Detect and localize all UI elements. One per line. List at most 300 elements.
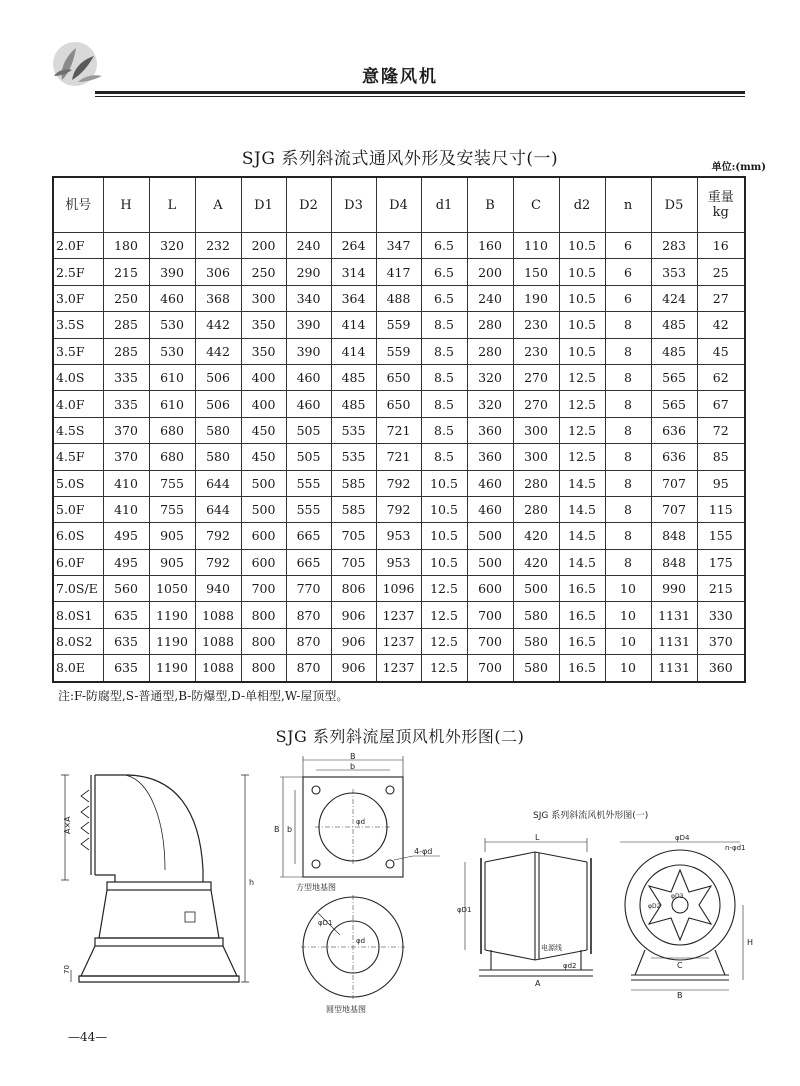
table-cell: 870 bbox=[286, 655, 331, 682]
table-cell: 360 bbox=[697, 655, 745, 682]
model-cell: 4.0S bbox=[53, 364, 103, 390]
table-cell: 1131 bbox=[651, 602, 697, 628]
table-cell: 67 bbox=[697, 391, 745, 417]
table-cell: 650 bbox=[376, 364, 421, 390]
table-cell: 110 bbox=[513, 233, 559, 259]
table-cell: 215 bbox=[103, 259, 149, 285]
table-cell: 320 bbox=[467, 391, 513, 417]
table-cell: 700 bbox=[467, 602, 513, 628]
table-cell: 16.5 bbox=[559, 602, 605, 628]
table-cell: 370 bbox=[697, 628, 745, 654]
table-cell: 580 bbox=[195, 444, 241, 470]
table-row bbox=[53, 391, 745, 417]
table-cell: 410 bbox=[103, 470, 149, 496]
model-cell: 8.0S1 bbox=[53, 602, 103, 628]
table-cell: 500 bbox=[513, 576, 559, 602]
table-cell: 485 bbox=[331, 391, 376, 417]
table-row bbox=[53, 576, 745, 602]
table-cell: 390 bbox=[286, 312, 331, 338]
table-cell: 460 bbox=[286, 364, 331, 390]
column-header: D1 bbox=[241, 177, 286, 233]
table-cell: 1050 bbox=[149, 576, 195, 602]
table-cell: 792 bbox=[195, 523, 241, 549]
table-cell: 12.5 bbox=[421, 655, 467, 682]
table-cell: 264 bbox=[331, 233, 376, 259]
table-row bbox=[53, 338, 745, 364]
table-cell: 320 bbox=[149, 233, 195, 259]
table-cell: 280 bbox=[513, 470, 559, 496]
dim-C-label: C bbox=[677, 961, 683, 970]
table-row bbox=[53, 417, 745, 443]
table-cell: 707 bbox=[651, 496, 697, 522]
table-cell: 8 bbox=[605, 364, 651, 390]
table-cell: 306 bbox=[195, 259, 241, 285]
table-cell: 500 bbox=[467, 549, 513, 575]
table-cell: 700 bbox=[241, 576, 286, 602]
table-cell: 8 bbox=[605, 338, 651, 364]
table-cell: 705 bbox=[331, 523, 376, 549]
table-cell: 160 bbox=[467, 233, 513, 259]
round-base-caption: 圆型地基图 bbox=[326, 1005, 366, 1014]
table-row bbox=[53, 655, 745, 682]
table-cell: 12.5 bbox=[421, 576, 467, 602]
table-cell: 848 bbox=[651, 549, 697, 575]
table-cell: 424 bbox=[651, 285, 697, 311]
table-cell: 353 bbox=[651, 259, 697, 285]
dim-d2-label: φd2 bbox=[563, 962, 577, 970]
table-cell: 420 bbox=[513, 523, 559, 549]
column-header: D4 bbox=[376, 177, 421, 233]
dim-B-vertical-label: B bbox=[274, 825, 280, 834]
column-header: H bbox=[103, 177, 149, 233]
table-row bbox=[53, 285, 745, 311]
model-cell: 3.5S bbox=[53, 312, 103, 338]
table-cell: 755 bbox=[149, 496, 195, 522]
table-cell: 8 bbox=[605, 496, 651, 522]
table-cell: 12.5 bbox=[421, 602, 467, 628]
table-cell: 300 bbox=[513, 417, 559, 443]
table-cell: 1237 bbox=[376, 655, 421, 682]
dim-b-vertical-label: b bbox=[287, 825, 293, 834]
header-title: 意隆风机 bbox=[362, 67, 438, 87]
table-cell: 8 bbox=[605, 523, 651, 549]
table-cell: 1088 bbox=[195, 655, 241, 682]
table-cell: 95 bbox=[697, 470, 745, 496]
table-cell: 8 bbox=[605, 549, 651, 575]
table-cell: 232 bbox=[195, 233, 241, 259]
table-cell: 644 bbox=[195, 496, 241, 522]
table-cell: 314 bbox=[331, 259, 376, 285]
table-cell: 559 bbox=[376, 312, 421, 338]
inline-fan-title: SJG 系列斜流风机外形图(一) bbox=[533, 811, 649, 821]
table-cell: 906 bbox=[331, 628, 376, 654]
table-cell: 707 bbox=[651, 470, 697, 496]
table-cell: 8 bbox=[605, 470, 651, 496]
table-cell: 500 bbox=[241, 496, 286, 522]
table-cell: 368 bbox=[195, 285, 241, 311]
table-cell: 10.5 bbox=[559, 312, 605, 338]
column-header: L bbox=[149, 177, 195, 233]
table-cell: 488 bbox=[376, 285, 421, 311]
table-cell: 27 bbox=[697, 285, 745, 311]
model-cell: 3.5F bbox=[53, 338, 103, 364]
table-cell: 450 bbox=[241, 444, 286, 470]
lotus-leaf-logo bbox=[48, 40, 106, 88]
table-cell: 700 bbox=[467, 628, 513, 654]
table-cell: 1190 bbox=[149, 655, 195, 682]
table-cell: 8 bbox=[605, 444, 651, 470]
table-cell: 665 bbox=[286, 523, 331, 549]
table-cell: 364 bbox=[331, 285, 376, 311]
table-cell: 12.5 bbox=[559, 417, 605, 443]
table-cell: 280 bbox=[467, 338, 513, 364]
table-cell: 10 bbox=[605, 628, 651, 654]
table-cell: 485 bbox=[331, 364, 376, 390]
table-cell: 400 bbox=[241, 391, 286, 417]
column-header: D5 bbox=[651, 177, 697, 233]
table-cell: 10.5 bbox=[421, 496, 467, 522]
table-cell: 442 bbox=[195, 338, 241, 364]
table-cell: 535 bbox=[331, 417, 376, 443]
table-cell: 6.5 bbox=[421, 259, 467, 285]
model-cell: 8.0S2 bbox=[53, 628, 103, 654]
table-row bbox=[53, 233, 745, 259]
table-cell: 42 bbox=[697, 312, 745, 338]
model-cell: 4.5S bbox=[53, 417, 103, 443]
table-row bbox=[53, 496, 745, 522]
table-cell: 16.5 bbox=[559, 576, 605, 602]
table-footnote: 注:F-防腐型,S-普通型,B-防爆型,D-单相型,W-屋顶型。 bbox=[58, 689, 349, 703]
table-cell: 370 bbox=[103, 417, 149, 443]
table-cell: 460 bbox=[467, 470, 513, 496]
dim-b-label: b bbox=[350, 762, 356, 771]
table-cell: 636 bbox=[651, 417, 697, 443]
table-cell: 990 bbox=[651, 576, 697, 602]
junction-box-label: 电源线 bbox=[541, 944, 562, 952]
table-cell: 410 bbox=[103, 496, 149, 522]
center-hole-label: φd bbox=[356, 818, 366, 826]
dim-D4-label: φD4 bbox=[675, 834, 690, 842]
table-cell: 370 bbox=[103, 444, 149, 470]
dim-D2-label: φD2 bbox=[648, 903, 661, 910]
table-cell: 705 bbox=[331, 549, 376, 575]
table-cell: 610 bbox=[149, 391, 195, 417]
table-cell: 10.5 bbox=[559, 285, 605, 311]
model-cell: 5.0S bbox=[53, 470, 103, 496]
table-cell: 1088 bbox=[195, 602, 241, 628]
table-cell: 85 bbox=[697, 444, 745, 470]
table-row bbox=[53, 444, 745, 470]
dim-axa-label: A×A bbox=[63, 816, 72, 834]
table-cell: 16.5 bbox=[559, 655, 605, 682]
table-cell: 335 bbox=[103, 364, 149, 390]
table-cell: 644 bbox=[195, 470, 241, 496]
table-cell: 721 bbox=[376, 444, 421, 470]
table-cell: 347 bbox=[376, 233, 421, 259]
table-cell: 12.5 bbox=[559, 364, 605, 390]
table-cell: 848 bbox=[651, 523, 697, 549]
table-cell: 530 bbox=[149, 338, 195, 364]
square-base-caption: 方型地基图 bbox=[296, 883, 336, 892]
table-cell: 1131 bbox=[651, 628, 697, 654]
table-row bbox=[53, 259, 745, 285]
column-header: 重量 kg bbox=[697, 177, 745, 233]
table-cell: 414 bbox=[331, 312, 376, 338]
table-cell: 442 bbox=[195, 312, 241, 338]
table-cell: 1131 bbox=[651, 655, 697, 682]
table-cell: 953 bbox=[376, 523, 421, 549]
figure-title: SJG 系列斜流屋顶风机外形图(二) bbox=[275, 727, 525, 746]
table-cell: 10 bbox=[605, 576, 651, 602]
table-cell: 1190 bbox=[149, 602, 195, 628]
table-cell: 792 bbox=[376, 496, 421, 522]
table-cell: 285 bbox=[103, 338, 149, 364]
table-cell: 12.5 bbox=[559, 444, 605, 470]
model-cell: 4.5F bbox=[53, 444, 103, 470]
table-cell: 10.5 bbox=[421, 470, 467, 496]
table-cell: 635 bbox=[103, 628, 149, 654]
table-cell: 906 bbox=[331, 655, 376, 682]
model-cell: 2.0F bbox=[53, 233, 103, 259]
square-base-drawing bbox=[268, 752, 448, 894]
spec-table bbox=[52, 176, 746, 683]
column-header: C bbox=[513, 177, 559, 233]
table-cell: 560 bbox=[103, 576, 149, 602]
table-cell: 14.5 bbox=[559, 470, 605, 496]
table-cell: 1237 bbox=[376, 628, 421, 654]
model-cell: 2.5F bbox=[53, 259, 103, 285]
table-cell: 770 bbox=[286, 576, 331, 602]
table-cell: 580 bbox=[195, 417, 241, 443]
table-cell: 800 bbox=[241, 628, 286, 654]
table-cell: 62 bbox=[697, 364, 745, 390]
model-cell: 7.0S/E bbox=[53, 576, 103, 602]
table-cell: 10.5 bbox=[421, 549, 467, 575]
table-cell: 10 bbox=[605, 602, 651, 628]
table-cell: 6.5 bbox=[421, 233, 467, 259]
table-cell: 215 bbox=[697, 576, 745, 602]
table-cell: 8.5 bbox=[421, 391, 467, 417]
table-cell: 8.5 bbox=[421, 312, 467, 338]
hole-spec-label: 4-φd bbox=[414, 847, 433, 856]
table-row bbox=[53, 549, 745, 575]
table-cell: 190 bbox=[513, 285, 559, 311]
table-cell: 320 bbox=[467, 364, 513, 390]
table-cell: 721 bbox=[376, 417, 421, 443]
dim-D1-label: φD1 bbox=[457, 906, 472, 914]
table-cell: 870 bbox=[286, 602, 331, 628]
table-cell: 414 bbox=[331, 338, 376, 364]
table-cell: 500 bbox=[241, 470, 286, 496]
dim-L-label: L bbox=[535, 833, 540, 842]
table-cell: 1237 bbox=[376, 602, 421, 628]
table-cell: 150 bbox=[513, 259, 559, 285]
table-cell: 25 bbox=[697, 259, 745, 285]
table-cell: 390 bbox=[149, 259, 195, 285]
table-cell: 360 bbox=[467, 417, 513, 443]
table-cell: 555 bbox=[286, 496, 331, 522]
table-cell: 530 bbox=[149, 312, 195, 338]
column-header: D3 bbox=[331, 177, 376, 233]
table-cell: 506 bbox=[195, 391, 241, 417]
table-cell: 340 bbox=[286, 285, 331, 311]
column-header: n bbox=[605, 177, 651, 233]
table-cell: 565 bbox=[651, 391, 697, 417]
model-cell: 4.0F bbox=[53, 391, 103, 417]
table-cell: 8.5 bbox=[421, 364, 467, 390]
table-cell: 665 bbox=[286, 549, 331, 575]
table-cell: 12.5 bbox=[559, 391, 605, 417]
table-header-row bbox=[53, 177, 745, 233]
table-cell: 1096 bbox=[376, 576, 421, 602]
table-cell: 350 bbox=[241, 338, 286, 364]
table-cell: 12.5 bbox=[421, 628, 467, 654]
dim-h-label: h bbox=[249, 878, 255, 887]
table-cell: 16 bbox=[697, 233, 745, 259]
table-cell: 10.5 bbox=[559, 259, 605, 285]
table-cell: 8 bbox=[605, 417, 651, 443]
table-cell: 8.5 bbox=[421, 417, 467, 443]
table-cell: 600 bbox=[241, 549, 286, 575]
table-cell: 200 bbox=[467, 259, 513, 285]
table-cell: 280 bbox=[467, 312, 513, 338]
table-cell: 180 bbox=[103, 233, 149, 259]
model-cell: 8.0E bbox=[53, 655, 103, 682]
table-cell: 495 bbox=[103, 523, 149, 549]
table-cell: 290 bbox=[286, 259, 331, 285]
table-row bbox=[53, 523, 745, 549]
table-cell: 6 bbox=[605, 259, 651, 285]
table-cell: 565 bbox=[651, 364, 697, 390]
table-cell: 45 bbox=[697, 338, 745, 364]
table-title: SJG 系列斜流式通风外形及安装尺寸(一) bbox=[241, 149, 559, 169]
table-cell: 450 bbox=[241, 417, 286, 443]
table-cell: 6.5 bbox=[421, 285, 467, 311]
table-cell: 636 bbox=[651, 444, 697, 470]
table-cell: 555 bbox=[286, 470, 331, 496]
table-cell: 485 bbox=[651, 312, 697, 338]
table-cell: 870 bbox=[286, 628, 331, 654]
dim-A-label: A bbox=[535, 979, 541, 988]
table-cell: 806 bbox=[331, 576, 376, 602]
table-cell: 755 bbox=[149, 470, 195, 496]
table-cell: 14.5 bbox=[559, 496, 605, 522]
table-cell: 1088 bbox=[195, 628, 241, 654]
table-cell: 495 bbox=[103, 549, 149, 575]
table-cell: 580 bbox=[513, 655, 559, 682]
table-cell: 8 bbox=[605, 312, 651, 338]
table-cell: 792 bbox=[376, 470, 421, 496]
model-cell: 3.0F bbox=[53, 285, 103, 311]
table-row bbox=[53, 602, 745, 628]
table-cell: 6 bbox=[605, 233, 651, 259]
table-cell: 680 bbox=[149, 417, 195, 443]
table-cell: 6 bbox=[605, 285, 651, 311]
dim-70-label: 70 bbox=[63, 965, 71, 974]
table-cell: 16.5 bbox=[559, 628, 605, 654]
table-cell: 300 bbox=[513, 444, 559, 470]
table-cell: 360 bbox=[467, 444, 513, 470]
table-cell: 175 bbox=[697, 549, 745, 575]
table-cell: 8.5 bbox=[421, 338, 467, 364]
column-header: d1 bbox=[421, 177, 467, 233]
dim-n-d1-label: n-φd1 bbox=[725, 844, 746, 852]
header-rule bbox=[95, 91, 745, 94]
table-cell: 535 bbox=[331, 444, 376, 470]
table-cell: 280 bbox=[513, 496, 559, 522]
table-cell: 10 bbox=[605, 655, 651, 682]
table-cell: 240 bbox=[286, 233, 331, 259]
table-cell: 8.5 bbox=[421, 444, 467, 470]
table-cell: 792 bbox=[195, 549, 241, 575]
table-cell: 580 bbox=[513, 602, 559, 628]
table-cell: 417 bbox=[376, 259, 421, 285]
table-cell: 240 bbox=[467, 285, 513, 311]
table-cell: 460 bbox=[149, 285, 195, 311]
table-row bbox=[53, 470, 745, 496]
column-header: 机号 bbox=[53, 177, 103, 233]
table-cell: 270 bbox=[513, 391, 559, 417]
unit-label: 单位:(mm) bbox=[711, 162, 766, 173]
table-cell: 505 bbox=[286, 417, 331, 443]
table-cell: 505 bbox=[286, 444, 331, 470]
table-cell: 1190 bbox=[149, 628, 195, 654]
d-label: φd bbox=[356, 937, 366, 945]
table-cell: 650 bbox=[376, 391, 421, 417]
table-cell: 300 bbox=[241, 285, 286, 311]
table-cell: 940 bbox=[195, 576, 241, 602]
table-body bbox=[53, 233, 745, 682]
table-cell: 14.5 bbox=[559, 523, 605, 549]
table-row bbox=[53, 312, 745, 338]
table-cell: 285 bbox=[103, 312, 149, 338]
table-cell: 250 bbox=[241, 259, 286, 285]
table-cell: 230 bbox=[513, 312, 559, 338]
table-cell: 390 bbox=[286, 338, 331, 364]
table-cell: 500 bbox=[467, 523, 513, 549]
inline-fan-outline-drawing bbox=[455, 800, 765, 1000]
table-cell: 270 bbox=[513, 364, 559, 390]
table-row bbox=[53, 364, 745, 390]
table-cell: 14.5 bbox=[559, 549, 605, 575]
table-row bbox=[53, 628, 745, 654]
table-cell: 585 bbox=[331, 470, 376, 496]
table-cell: 460 bbox=[286, 391, 331, 417]
table-cell: 953 bbox=[376, 549, 421, 575]
dim-D3-label: φD3 bbox=[671, 893, 684, 900]
dim-H-label: H bbox=[747, 938, 754, 947]
roof-fan-outline-drawing bbox=[55, 760, 265, 1000]
table-cell: 800 bbox=[241, 602, 286, 628]
page-number: —44— bbox=[68, 1030, 108, 1044]
table-cell: 10.5 bbox=[559, 233, 605, 259]
dim-B-label: B bbox=[677, 991, 683, 1000]
table-cell: 283 bbox=[651, 233, 697, 259]
table-cell: 400 bbox=[241, 364, 286, 390]
model-cell: 6.0F bbox=[53, 549, 103, 575]
table-cell: 250 bbox=[103, 285, 149, 311]
column-header: d2 bbox=[559, 177, 605, 233]
table-cell: 506 bbox=[195, 364, 241, 390]
table-cell: 330 bbox=[697, 602, 745, 628]
header-rule-thin bbox=[95, 96, 745, 97]
column-header: A bbox=[195, 177, 241, 233]
table-cell: 10.5 bbox=[559, 338, 605, 364]
table-cell: 610 bbox=[149, 364, 195, 390]
table-cell: 580 bbox=[513, 628, 559, 654]
column-header: D2 bbox=[286, 177, 331, 233]
table-cell: 680 bbox=[149, 444, 195, 470]
